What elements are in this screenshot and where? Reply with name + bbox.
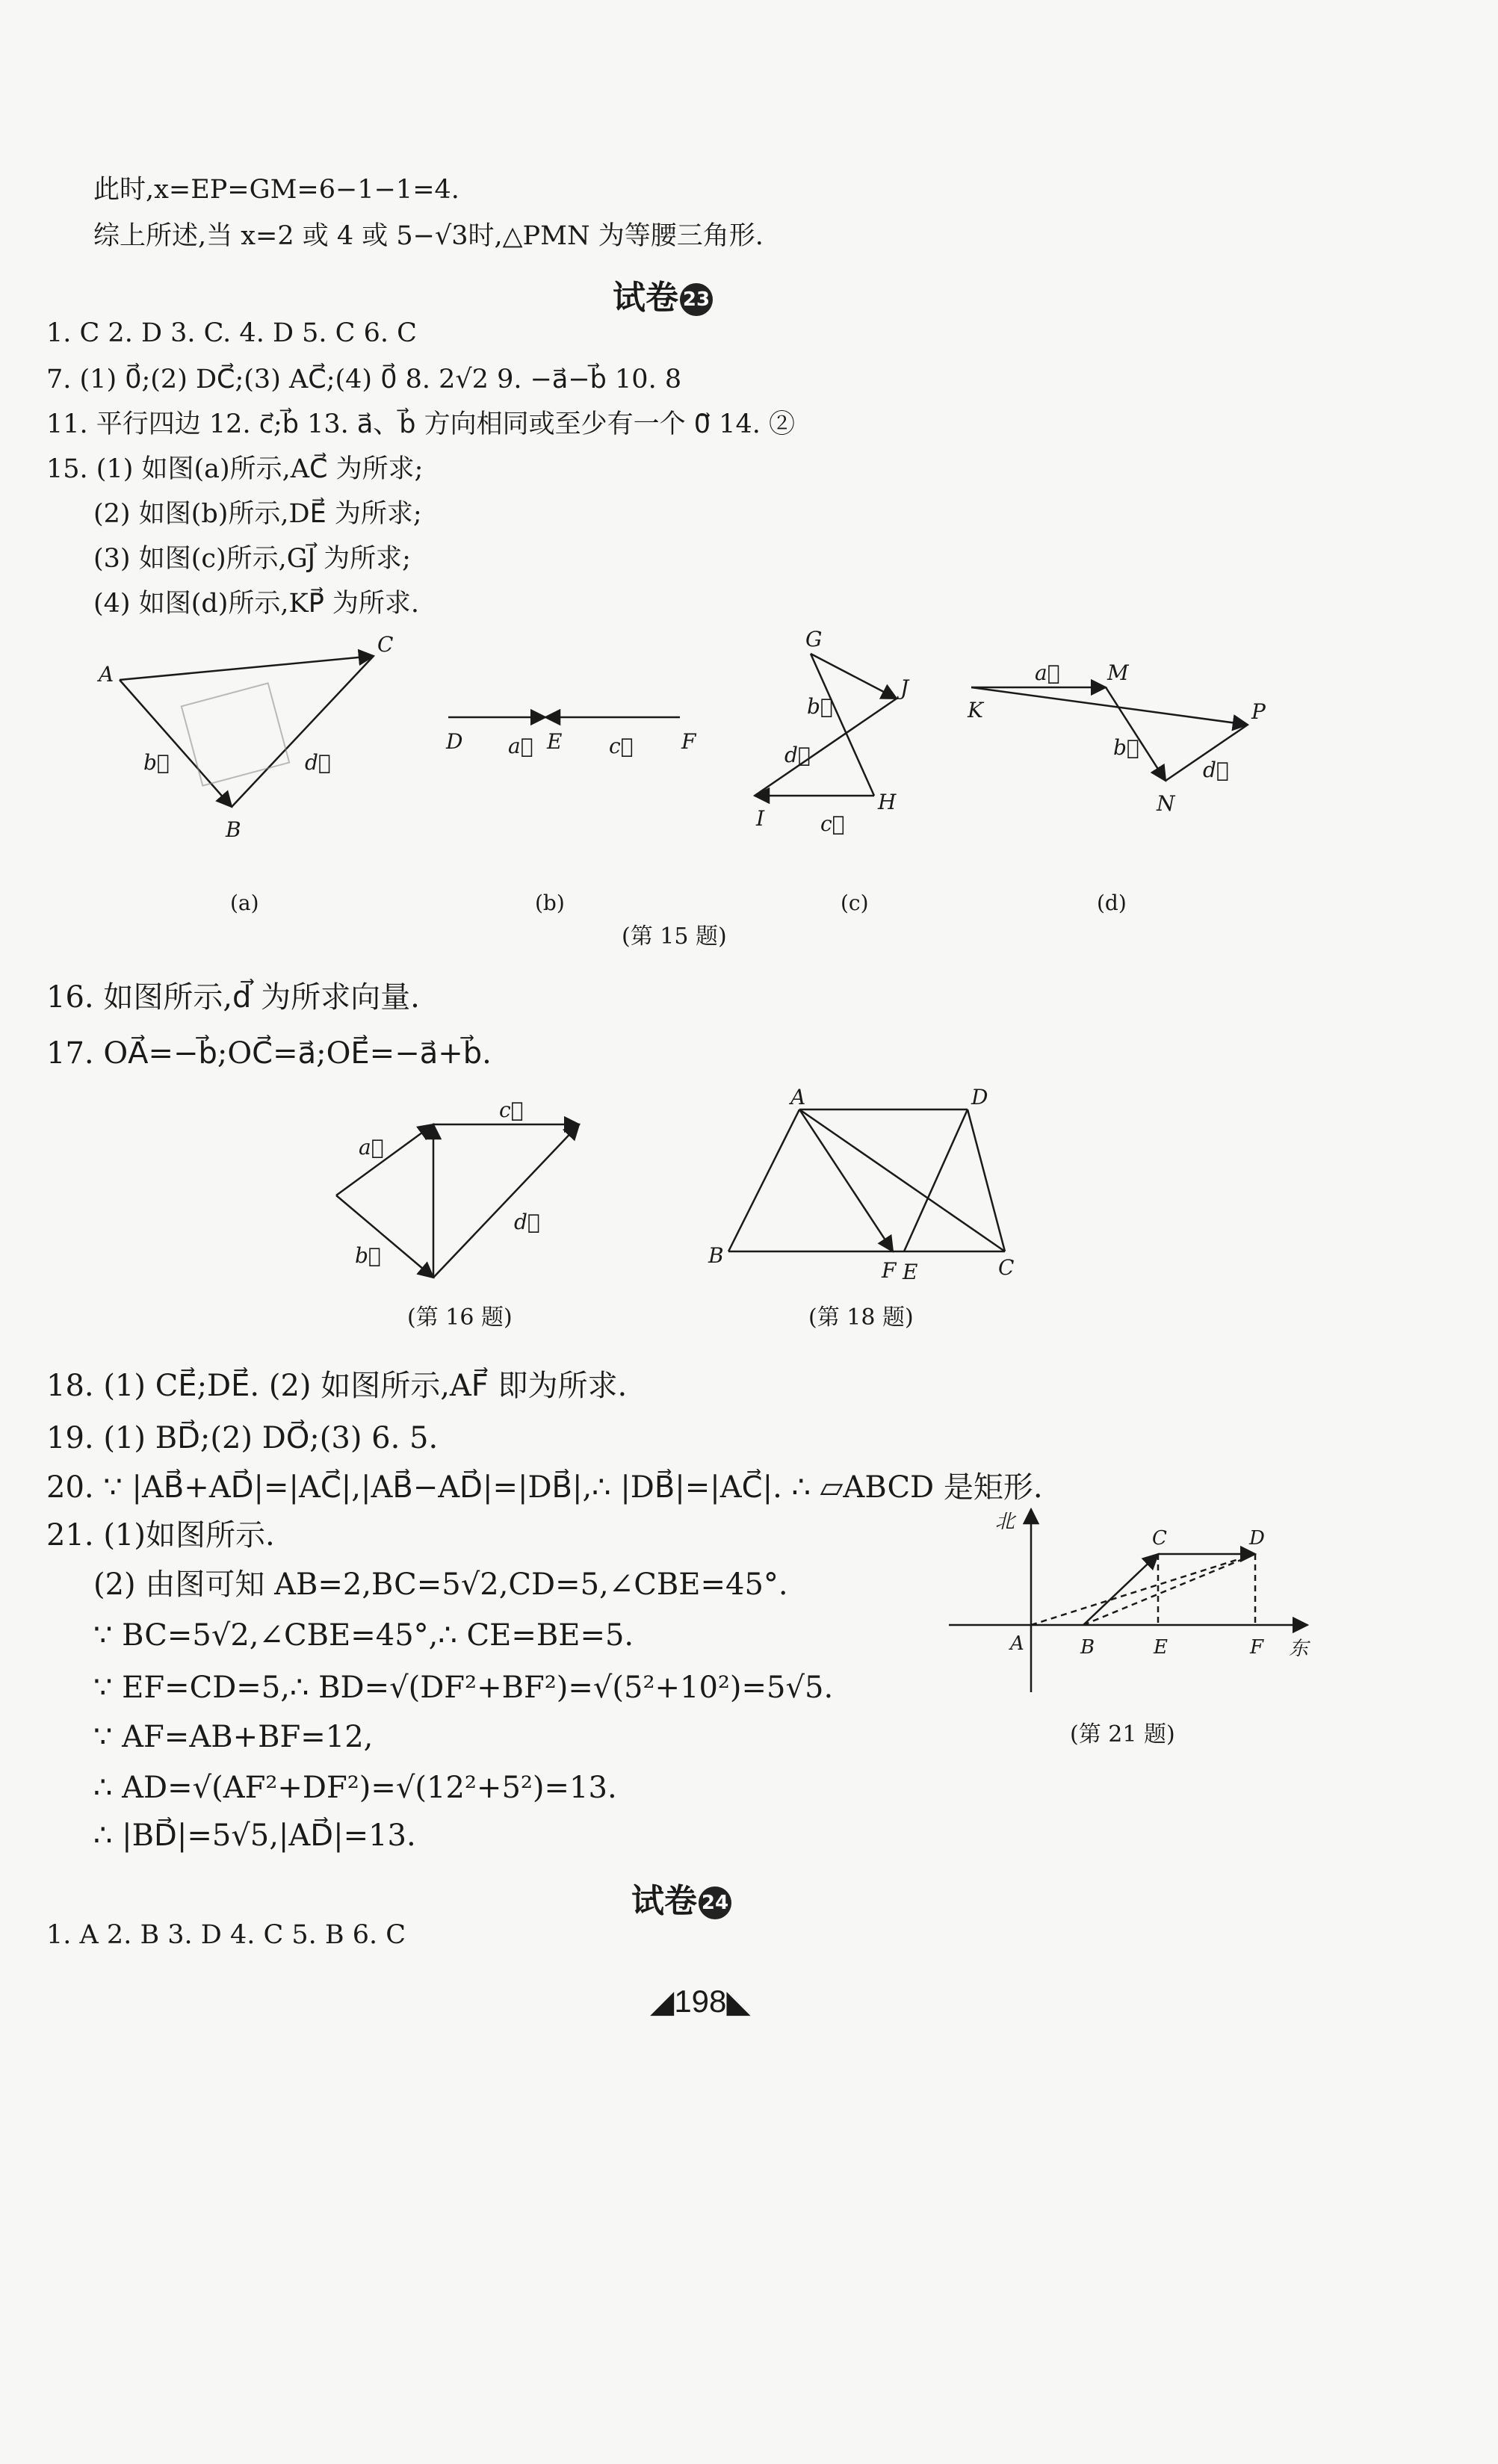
fig15d-vector-b [1106, 687, 1166, 781]
answer-line-21-5: ∵ AF=AB+BF=12, [93, 1720, 374, 1754]
answer-line-7: 7. (1) 0⃗;(2) DC⃗;(3) AC⃗;(4) 0⃗ 8. 2√2 9. −a⃗−b⃗ 10. 8 [46, 365, 682, 394]
fig16-label-a: a⃗ [359, 1135, 384, 1160]
answer24-line-1: 1. A 2. B 3. D 4. C 5. B 6. C [46, 1920, 406, 1950]
figure-18 [702, 1083, 1046, 1293]
fig16-caption: (第 16 题) [407, 1304, 513, 1331]
answer-line-21-2: (2) 由图可知 AB=2,BC=5√2,CD=5,∠CBE=45°. [93, 1567, 788, 1602]
fig15a-label-A: A [99, 662, 114, 687]
fig15a-label-C: C [377, 632, 394, 657]
fig15c-label-I: I [756, 806, 765, 831]
paper-23-number-badge: 23 [680, 283, 713, 316]
fig15-sub-d: (d) [1097, 891, 1127, 915]
fig21-axis-east: 东 [1289, 1638, 1309, 1660]
answer-line-17: 17. OA⃗=−b⃗;OC⃗=a⃗;OE⃗=−a⃗+b⃗. [46, 1036, 492, 1071]
fig21-label-C: C [1152, 1527, 1167, 1550]
fig18-label-C: C [998, 1255, 1015, 1280]
answer-line-19: 19. (1) BD⃗;(2) DO⃗;(3) 6. 5. [46, 1421, 439, 1455]
page-number [650, 1983, 751, 2019]
fig16-label-d: d⃗ [514, 1210, 540, 1234]
fig15a-vector-b [120, 680, 232, 807]
stamp-watermark [182, 683, 289, 785]
fig18-caption: (第 18 题) [808, 1304, 914, 1331]
fig15c-label-d: d⃗ [784, 743, 811, 767]
fig21-label-B: B [1080, 1636, 1095, 1659]
paper-23-heading [613, 270, 713, 318]
page-number-value: 198 [674, 1984, 727, 2019]
fig15-caption: (第 15 题) [622, 923, 727, 950]
fig15c-vector-b [811, 654, 874, 796]
paper-24-title: 试卷 [631, 1882, 697, 1920]
fig15-sub-c: (c) [841, 891, 869, 915]
fig21-axis-north: 北 [995, 1511, 1015, 1533]
fig15c-label-J: J [900, 675, 909, 700]
answer-line-21-3: ∵ BC=5√2,∠CBE=45°,∴ CE=BE=5. [93, 1618, 634, 1653]
fig18-label-F: F [882, 1258, 897, 1283]
fig15d-label-d: d⃗ [1203, 758, 1229, 782]
fig21-caption: (第 21 题) [1070, 1721, 1175, 1748]
fig15d-label-b: b⃗ [1113, 735, 1139, 760]
fig15b-label-a: a⃗ [508, 734, 533, 758]
answer-line-21: 21. (1)如图所示. [46, 1518, 275, 1553]
fig15d-label-P: P [1251, 699, 1266, 724]
page-number-right-mark: ◣ [726, 1984, 751, 2019]
fig18-label-D: D [971, 1085, 988, 1109]
answer-line-1: 1. C 2. D 3. C. 4. D 5. C 6. C [46, 318, 417, 348]
fig15-sub-b: (b) [535, 891, 565, 915]
fig15a-label-B: B [226, 817, 241, 842]
fig15b-label-F: F [681, 729, 696, 754]
answer-line-15-3: (3) 如图(c)所示,GJ⃗ 为所求; [93, 544, 411, 574]
fig15a-vector-AC [120, 656, 374, 680]
answer-line-15: 15. (1) 如图(a)所示,AC⃗ 为所求; [46, 454, 424, 484]
fig15c-label-c: c⃗ [820, 811, 845, 836]
fig15a-label-b: b⃗ [143, 750, 170, 775]
intro-line-1: 此时,x=EP=GM=6−1−1=4. [93, 175, 459, 205]
answer-line-21-4: ∵ EF=CD=5,∴ BD=√(DF²+BF²)=√(5²+10²)=5√5. [93, 1671, 834, 1705]
answer-line-11: 11. 平行四边 12. c⃗;b⃗ 13. a⃗、b⃗ 方向相同或至少有一个 0⃗ 14. ② [46, 409, 795, 439]
fig16-label-c: c⃗ [499, 1098, 524, 1122]
fig15b-label-D: D [446, 729, 463, 754]
figure-16 [321, 1091, 620, 1330]
answer-line-15-4: (4) 如图(d)所示,KP⃗ 为所求. [93, 589, 420, 619]
fig15d-label-K: K [968, 698, 983, 722]
fig15d-label-a: a⃗ [1035, 660, 1060, 685]
answer-line-18: 18. (1) CE⃗;DE⃗. (2) 如图所示,AF⃗ 即为所求. [46, 1369, 628, 1403]
fig21-label-D: D [1249, 1527, 1265, 1550]
answer-line-21-6: ∴ AD=√(AF²+DF²)=√(12²+5²)=13. [93, 1771, 617, 1805]
answer-line-20: 20. ∵ |AB⃗+AD⃗|=|AC⃗|,|AB⃗−AD⃗|=|DB⃗|,∴ |DB⃗|=|AC⃗|. ∴ ▱ABCD 是矩形. [46, 1470, 1043, 1505]
fig15d-label-N: N [1157, 791, 1175, 816]
answer-line-16: 16. 如图所示,d⃗ 为所求向量. [46, 980, 420, 1015]
paper-24-number-badge: 24 [699, 1886, 731, 1919]
fig15b-label-E: E [547, 729, 563, 754]
fig18-label-A: A [790, 1085, 806, 1109]
fig21-label-F: F [1250, 1636, 1264, 1659]
fig15a-vector-d [232, 656, 374, 807]
answer-line-21-7: ∴ |BD⃗|=5√5,|AD⃗|=13. [93, 1818, 416, 1853]
figure-21 [949, 1505, 1322, 1700]
paper-24-heading [631, 1874, 731, 1922]
fig18-label-E: E [903, 1260, 918, 1284]
fig21-label-A: A [1010, 1632, 1024, 1655]
fig15d-label-M: M [1107, 660, 1129, 685]
fig15c-label-b: b⃗ [807, 694, 833, 719]
answer-line-15-2: (2) 如图(b)所示,DE⃗ 为所求; [93, 499, 422, 529]
fig21-label-E: E [1154, 1636, 1168, 1659]
intro-line-2: 综上所述,当 x=2 或 4 或 5−√3时,△PMN 为等腰三角形. [93, 221, 764, 251]
fig15c-vector-GJ [811, 654, 897, 699]
fig15-sub-a: (a) [230, 891, 259, 915]
paper-23-title: 试卷 [613, 279, 678, 317]
fig18-label-B: B [708, 1243, 724, 1268]
fig16-label-b: b⃗ [355, 1243, 381, 1268]
fig15b-label-c: c⃗ [609, 734, 634, 758]
page-number-left-mark: ◢ [650, 1984, 675, 2019]
figure-15 [0, 620, 1498, 949]
fig15c-label-G: G [805, 627, 823, 651]
fig15a-label-d: d⃗ [305, 750, 331, 775]
fig15c-label-H: H [878, 790, 897, 814]
